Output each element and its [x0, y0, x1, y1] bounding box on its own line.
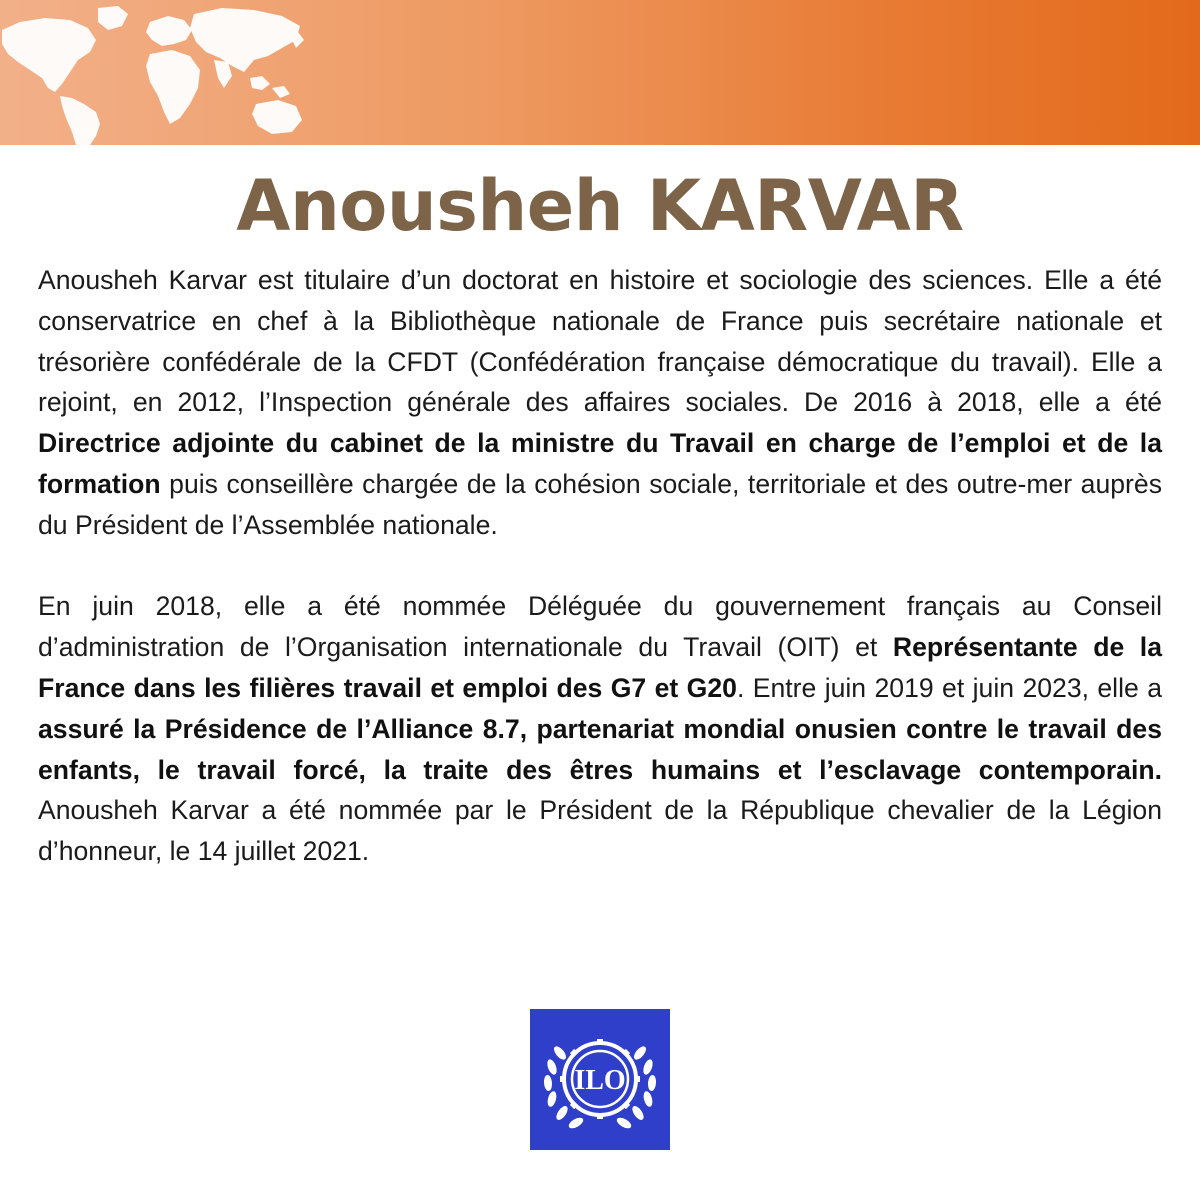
world-map-icon	[0, 0, 310, 145]
bio-paragraph-1	[38, 260, 1162, 546]
bio-text-segment: . Entre juin 2019 et juin 2023, elle a	[736, 672, 1162, 703]
ilo-logo-text: ILO	[574, 1065, 626, 1096]
bio-text-segment: puis conseillère chargée de la cohésion sociale, territoriale et des outre-mer auprès du Président de l’Assemblée nationale.	[38, 468, 1162, 540]
page-title: Anousheh KARVAR	[236, 165, 964, 247]
ilo-logo	[530, 1009, 670, 1150]
bio-text-segment: En juin 2018, elle a été nommée Déléguée du gouvernement français au Conseil d’administration de l’Organisation internationale du Travail (OIT) et	[38, 591, 1162, 663]
bio-bold-segment: Directrice adjointe du cabinet de la ministre du Travail en charge de l’emploi et de la formation	[38, 428, 1162, 499]
bio-paragraph-2	[38, 586, 1162, 872]
biography-text	[38, 260, 1162, 872]
bio-bold-segment: assuré la Présidence de l’Alliance 8.7, partenariat mondial onusien contre le travail des enfants, le travail forcé, la traite des êtres humains et l’esclavage contemporain.	[38, 713, 1162, 785]
bio-text-segment: Anousheh Karvar a été nommée par le Président de la République chevalier de la Légion d’honneur, le 14 juillet 2021.	[38, 795, 1162, 867]
header-banner	[0, 0, 1200, 145]
bio-bold-segment: Représentante de la France dans les filières travail et emploi des G7 et G20	[38, 632, 1162, 703]
ilo-emblem-icon	[530, 1009, 670, 1150]
bio-text-segment: Anousheh Karvar est titulaire d’un doctorat en histoire et sociologie des sciences. Elle a été conservatrice en chef à la Bibliothèque nationale de France puis secrétaire nationale et trésorière confédérale de la CFDT (Confédération française démocratique du travail). Elle a rejoint, en 2012, l’Inspection générale des affaires sociales. De 2016 à 2018, elle a été	[38, 265, 1162, 418]
